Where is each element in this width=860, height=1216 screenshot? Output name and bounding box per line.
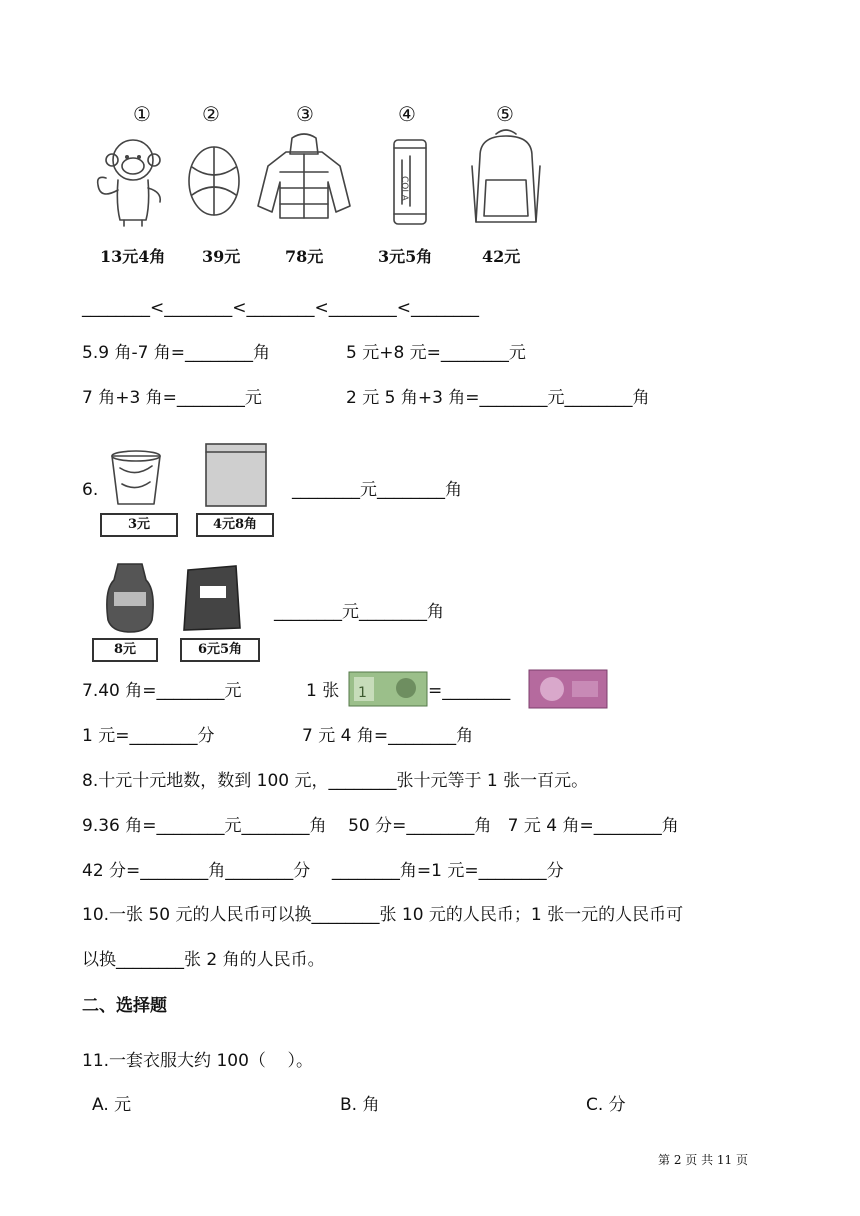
item-number-1: ① <box>133 102 151 126</box>
snack-bag-icon <box>180 562 244 634</box>
item-number-3: ③ <box>296 102 314 126</box>
price-2: 39元 <box>202 247 241 266</box>
q7-line1a: 7.40 角=________元 <box>82 681 242 701</box>
q8-text: 8.十元十元地数，数到 100 元，________张十元等于 1 张一百元。 <box>82 771 589 791</box>
q10-line2: 以换________张 2 角的人民币。 <box>82 950 325 970</box>
down-jacket-icon <box>256 132 352 222</box>
q4-order-answer-line: ________<________<________<________<________ <box>82 298 479 318</box>
q7-line1b-suffix: =________ <box>428 681 511 701</box>
item-number-2: ② <box>202 102 220 126</box>
towel-icon <box>198 440 274 510</box>
q5-line1b: 5 元+8 元=________元 <box>346 343 526 363</box>
item-number-4: ④ <box>398 102 416 126</box>
q5-line2a: 7 角+3 角=________元 <box>82 388 262 408</box>
q7-line2a: 1 元=________分 <box>82 726 215 746</box>
q11-option-a[interactable]: A. 元 <box>92 1095 132 1115</box>
bottle-icon <box>100 560 160 636</box>
q9-line2: 42 分=________角________分 ________角=1 元=________分 <box>82 861 564 881</box>
one-yuan-banknote-icon <box>348 671 428 707</box>
q6-row2-answer: ________元________角 <box>274 602 444 622</box>
q7-line2b: 7 元 4 角=________角 <box>302 726 474 746</box>
page-footer: 第 2 页 共 11 页 <box>658 1153 748 1167</box>
q5-line2b: 2 元 5 角+3 角=________元________角 <box>346 388 650 408</box>
q9-line1: 9.36 角=________元________角 50 分=________角 7 元 4 角=________角 <box>82 816 679 836</box>
item-number-5: ⑤ <box>496 102 514 126</box>
price-4: 3元5角 <box>378 247 433 266</box>
q11-option-b[interactable]: B. 角 <box>340 1095 380 1115</box>
five-jiao-banknote-icon <box>528 669 608 709</box>
backpack-icon <box>466 126 546 228</box>
svg-text:1: 1 <box>358 685 367 701</box>
q6-label: 6. <box>82 480 99 500</box>
price-5: 42元 <box>482 247 521 266</box>
price-tag-6yuan5jiao: 6元5角 <box>180 638 260 662</box>
basket-icon <box>106 448 166 508</box>
q5-line1a: 5.9 角-7 角=________角 <box>82 343 271 363</box>
drink-can-icon <box>388 136 432 228</box>
q11-question: 11.一套衣服大约 100（ ）。 <box>82 1051 314 1071</box>
price-tag-4yuan8jiao: 4元8角 <box>196 513 274 537</box>
price-tag-3yuan: 3元 <box>100 513 178 537</box>
q10-line1: 10.一张 50 元的人民币可以换________张 10 元的人民币；1 张一元的人民币可 <box>82 905 684 925</box>
svg-text:COLA: COLA <box>399 176 409 201</box>
q6-row1-answer: ________元________角 <box>292 480 462 500</box>
price-1: 13元4角 <box>100 247 166 266</box>
q7-line1b-prefix: 1 张 <box>306 681 340 701</box>
price-3: 78元 <box>285 247 324 266</box>
basketball-icon <box>186 143 242 219</box>
price-tag-8yuan: 8元 <box>92 638 158 662</box>
q11-option-c[interactable]: C. 分 <box>586 1095 626 1115</box>
section-heading-choice: 二、选择题 <box>82 996 167 1016</box>
monkey-toy-icon <box>88 130 168 230</box>
